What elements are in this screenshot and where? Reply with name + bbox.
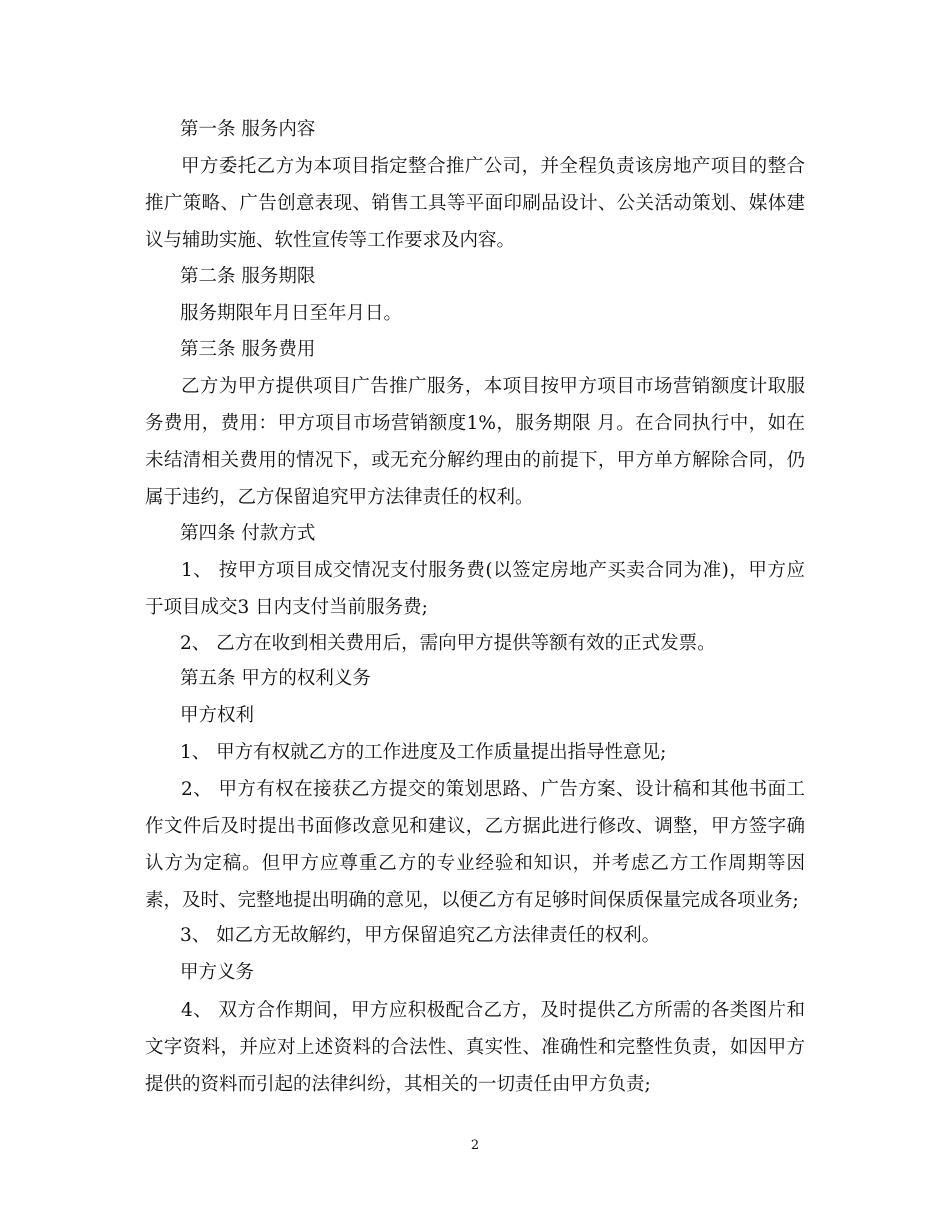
paragraph-article-2: 服务期限年月日至年月日。	[180, 303, 403, 324]
paragraph-article-4-item-2: 2、 乙方在收到相关费用后，需向甲方提供等额有效的正式发票。	[180, 633, 716, 654]
paragraph-article-3: 乙方为甲方提供项目广告推广服务，本项目按甲方项目市场营销额度计取服务费用，费用：甲方项目市场营销额度1%，服务期限 月。在合同执行中，如在未结清相关费用的情况下，或无充分解约理由的前提下，甲方单方解除合同，仍属于违约，乙方保留追究甲方法律责任的权利。	[145, 376, 805, 508]
heading-article-5: 第五条 甲方的权利义务	[180, 668, 371, 689]
heading-article-2: 第二条 服务期限	[180, 266, 316, 287]
subheading-rights: 甲方权利	[180, 705, 255, 726]
paragraph-article-1: 甲方委托乙方为本项目指定整合推广公司，并全程负责该房地产项目的整合推广策略、广告创意表现、销售工具等平面印刷品设计、公关活动策划、媒体建议与辅助实施、软性宣传等工作要求及内容。	[145, 156, 805, 251]
heading-article-3: 第三条 服务费用	[180, 339, 316, 360]
paragraph-obligations-item-4: 4、 双方合作期间，甲方应积极配合乙方，及时提供乙方所需的各类图片和文字资料，并应对上述资料的合法性、真实性、准确性和完整性负责，如因甲方提供的资料而引起的法律纠纷，其相关的一切责任由甲方负责;	[145, 1000, 805, 1095]
page-number: 2	[470, 1138, 480, 1153]
paragraph-article-4-item-1: 1、 按甲方项目成交情况支付服务费(以签定房地产买卖合同为准)，甲方应于项目成交3 日内支付当前服务费;	[145, 560, 805, 618]
paragraph-rights-item-2: 2、 甲方有权在接获乙方提交的策划思路、广告方案、设计稿和其他书面工作文件后及时提出书面修改意见和建议，乙方据此进行修改、调整，甲方签字确认方为定稿。但甲方应尊重乙方的专业经验和知识，并考虑乙方工作周期等因素，及时、完整地提出明确的意见，以便乙方有足够时间保质保量完成各项业务;	[145, 779, 805, 911]
heading-article-1: 第一条 服务内容	[180, 119, 316, 140]
paragraph-rights-item-3: 3、 如乙方无故解约，甲方保留追究乙方法律责任的权利。	[180, 925, 661, 946]
heading-article-4: 第四条 付款方式	[180, 523, 316, 544]
paragraph-rights-item-1: 1、 甲方有权就乙方的工作进度及工作质量提出指导性意见;	[180, 742, 667, 763]
subheading-obligations: 甲方义务	[180, 962, 255, 983]
